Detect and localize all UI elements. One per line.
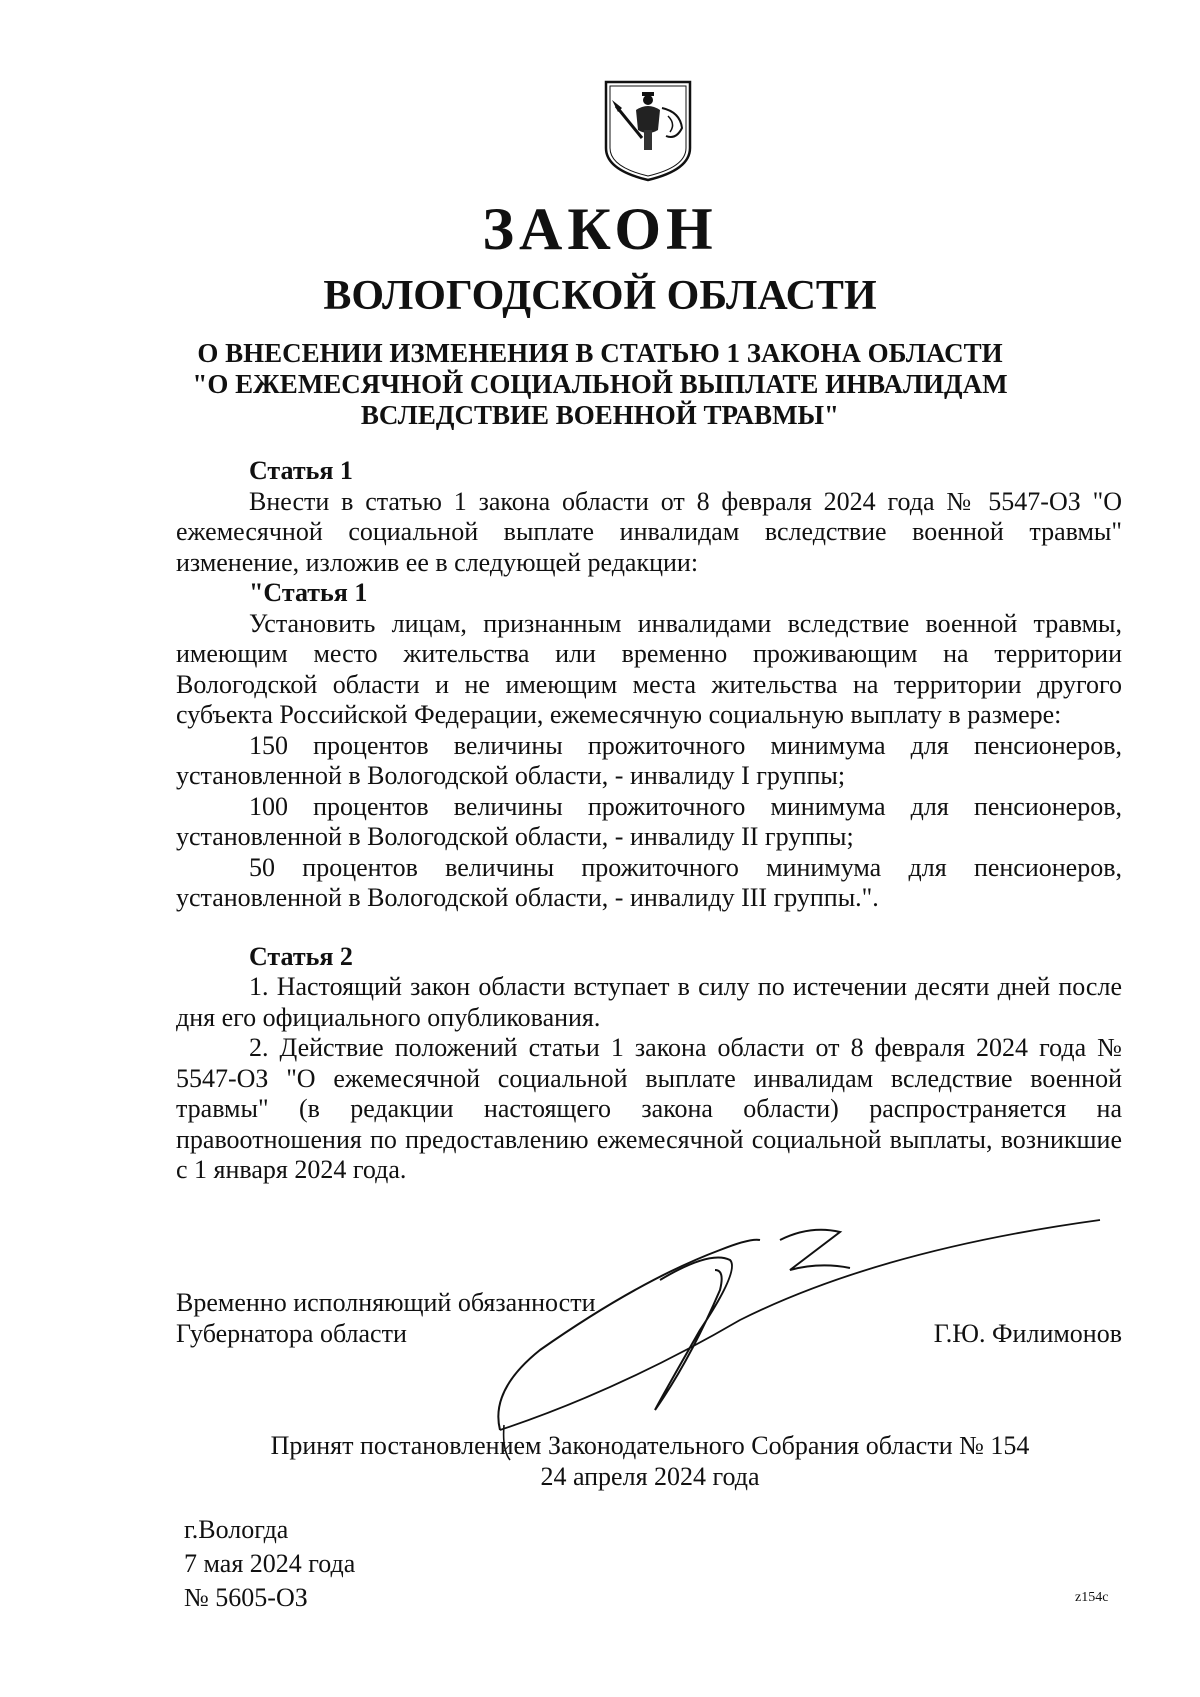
document-subtitle: ВОЛОГОДСКОЙ ОБЛАСТИ [323, 273, 877, 319]
law-name [150, 338, 1050, 431]
article-2-item: 2. Действие положений статьи 1 закона области от 8 февраля 2024 года № 5547-ОЗ "О ежемесячной социальной выплате инвалидам вследствие военной травмы" (в редакции настоящего закона области) распространяется на правоотношения по предоставлению ежемесячной социальной выплаты, возникшие с 1 января 2024 года. [176, 1033, 1122, 1184]
adoption-note [0, 1430, 1200, 1492]
payment-item: 100 процентов величины прожиточного минимума для пенсионеров, установленной в Вологодской области, - инвалиду II группы; [176, 791, 1122, 851]
adoption-line: Принят постановлением Законодательного Собрания области № 154 [270, 1431, 1030, 1460]
document-title: ЗАКОН [482, 196, 718, 262]
quoted-article-text: Установить лицам, признанным инвалидами вследствие военной травмы, имеющим место жительства или временно проживающим на территории Вологодской области и не имеющим места жительства на территории другого субъекта Российской Федерации, ежемесячную социальную выплату в размере: [176, 608, 1122, 729]
payment-item: 50 процентов величины прожиточного минимума для пенсионеров, установленной в Вологодской области, - инвалиду III группы.". [176, 852, 1122, 912]
signatory-name: Г.Ю. Филимонов [933, 1319, 1122, 1348]
document-body [176, 456, 1122, 1186]
law-name-line: "О ЕЖЕМЕСЯЧНОЙ СОЦИАЛЬНОЙ ВЫПЛАТЕ ИНВАЛИДАМ [192, 369, 1008, 399]
quoted-article-heading: "Статья 1 [249, 578, 368, 607]
payment-item: 150 процентов величины прожиточного минимума для пенсионеров, установленной в Вологодской области, - инвалиду I группы; [176, 730, 1122, 790]
article-1-intro: Внести в статью 1 закона области от 8 февраля 2024 года № 5547-ОЗ "О ежемесячной социальной выплате инвалидам вследствие военной травмы" изменение, изложив ее в следующей редакции: [176, 486, 1122, 577]
adoption-date: 24 апреля 2024 года [540, 1462, 760, 1491]
signatory-position-line: Губернатора области [176, 1318, 407, 1348]
article-2-heading: Статья 2 [249, 941, 353, 971]
article-1-heading: Статья 1 [249, 456, 353, 485]
signatory-position [176, 1288, 596, 1349]
place-and-date [184, 1513, 355, 1615]
law-name-line: ВСЛЕДСТВИЕ ВОЕННОЙ ТРАВМЫ" [360, 400, 840, 430]
article-2-item: 1. Настоящий закон области вступает в силу по истечении десяти дней после дня его официального опубликования. [176, 972, 1122, 1032]
signatory-position-line: Временно исполняющий обязанности [176, 1288, 596, 1317]
city: г.Вологда [184, 1515, 289, 1544]
vologda-coat-of-arms-icon [602, 78, 694, 183]
document-code: z154c [1075, 1590, 1109, 1605]
signing-date: 7 мая 2024 года [184, 1549, 356, 1578]
law-name-line: О ВНЕСЕНИИ ИЗМЕНЕНИЯ В СТАТЬЮ 1 ЗАКОНА ОБЛАСТИ [197, 338, 1003, 368]
law-number: № 5605-ОЗ [184, 1583, 308, 1612]
